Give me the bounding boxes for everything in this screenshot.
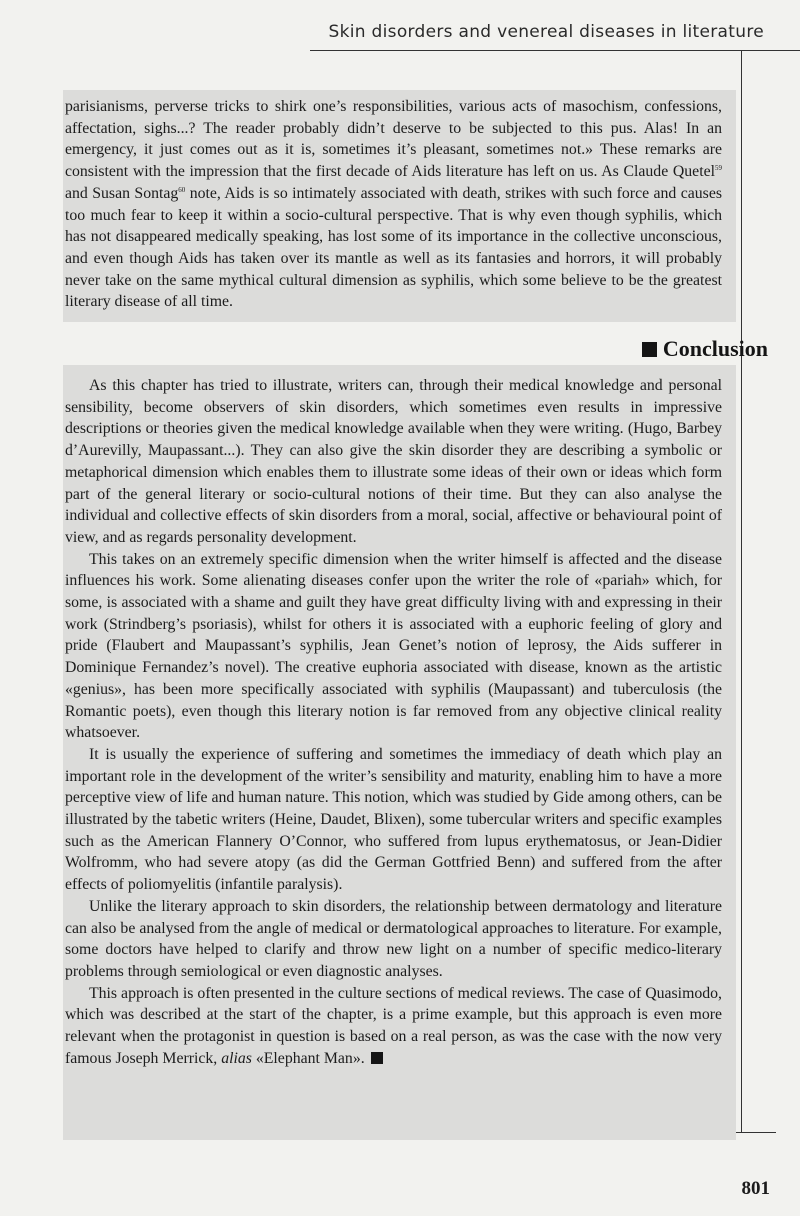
- conclusion-text-block: [65, 375, 722, 1070]
- conclusion-paragraph-1: As this chapter has tried to illustrate, writers can, through their medical knowledge and personal sensibility, become observers of skin disorders, which sometimes even results in impressive descriptions or theories given the medical knowledge available when they were writing. (Hugo, Barbey d’Aurevilly, Maupassant...). They can also give the skin disorder they are describing a symbolic or metaphorical dimension which enables them to illustrate some ideas of their own or ideas which form part of the general literary or socio-cultural notions of their time. But they can also analyse the individual and collective effects of skin disorders from a moral, social, affective or behavioural point of view, and as regards personality development.: [65, 377, 722, 546]
- section-heading-label: Conclusion: [662, 336, 768, 361]
- continued-text-block: [65, 96, 722, 313]
- heading-square-icon: [642, 342, 657, 357]
- conclusion-paragraph-3: It is usually the experience of suffering and sometimes the immediacy of death which play an important role in the development of the writer’s sensibility and maturity, enabling him to have a more perceptive view of life and human nature. This notion, which was studied by Gide among others, can be illustrated by the tabetic writers (Heine, Daudet, Blixen), some tubercular writers and specific examples such as the American Flannery O’Connor, who suffered from lupus erythematosus, or Jean-Didier Wolfromm, who had severe atopy (as did the German Gottfried Benn) and suffered from the after effects of poliomyelitis (infantile paralysis).: [65, 745, 722, 894]
- margin-vertical-rule: [741, 50, 742, 1132]
- header-rule: [310, 50, 800, 51]
- running-header-title: Skin disorders and venereal diseases in literature: [328, 22, 764, 42]
- footnote-ref-59: 59: [715, 164, 722, 173]
- alias-italic: alias: [221, 1049, 252, 1067]
- conclusion-paragraph-2: This takes on an extremely specific dimension when the writer himself is affected and the disease influences his work. Some alienating diseases confer upon the writer the role of «pariah» which, for some, is associated with a shame and guilt they have great difficulty living with and expressing in their work (Strindberg’s psoriasis), whilst for others it is associated with a euphoric feeling of glory and pride (Flaubert and Maupassant’s syphilis, Jean Genet’s notion of leprosy, the Aids sufferer in Dominique Fernandez’s novel). The creative euphoria associated with disease, known as the artistic «genius», has been more specifically associated with syphilis (Maupassant) and tuberculosis (the Romantic poets), even though this literary notion is far removed from any objective clinical reality whatsoever.: [65, 550, 722, 742]
- page-number: 801: [741, 1178, 770, 1199]
- conclusion-paragraph-4: Unlike the literary approach to skin disorders, the relationship between dermatology and literature can also be analysed from the angle of medical or dermatological approaches to literature. For example, some doctors have helped to clarify and throw new light on a number of specific medico-literary problems through semiological or even diagnostic analyses.: [65, 897, 722, 980]
- continued-paragraph: parisianisms, perverse tricks to shirk one’s responsibilities, various acts of masochism, confessions, affectation, sighs...? The reader probably didn’t deserve to be subjected to this pus. Alas! In an emergency, it just comes out as it is, sometimes it’s pleasant, sometimes not.» These remarks are consistent with the impression that the first decade of Aids literature has left on us. As Claude Quetel$^{59}$ and Susan Sontag$^{60}$ note, Aids is so intimately associated with death, strikes with such force and causes too much fear to keep it within a socio-cultural perspective. That is why even though syphilis, which has not disappeared medically speaking, has lost some of its importance in the collective unconscious, and even though Aids has taken over its mantle as well as its fantasies and horrors, it will probably never take on the same mythical cultural dimension as syphilis, which some believe to be the greatest literary disease of all time.: [65, 98, 722, 311]
- end-of-article-square-icon: [371, 1052, 383, 1064]
- section-heading-conclusion: [642, 336, 768, 362]
- footnote-ref-60: 60: [178, 185, 186, 194]
- conclusion-paragraph-5: This approach is often presented in the culture sections of medical reviews. The case of Quasimodo, which was described at the start of the chapter, is a prime example, but this approach is even more relevant when the protagonist in question is based on a real person, as was the case with the now very famous Joseph Merrick, alias «Elephant Man».: [65, 984, 722, 1067]
